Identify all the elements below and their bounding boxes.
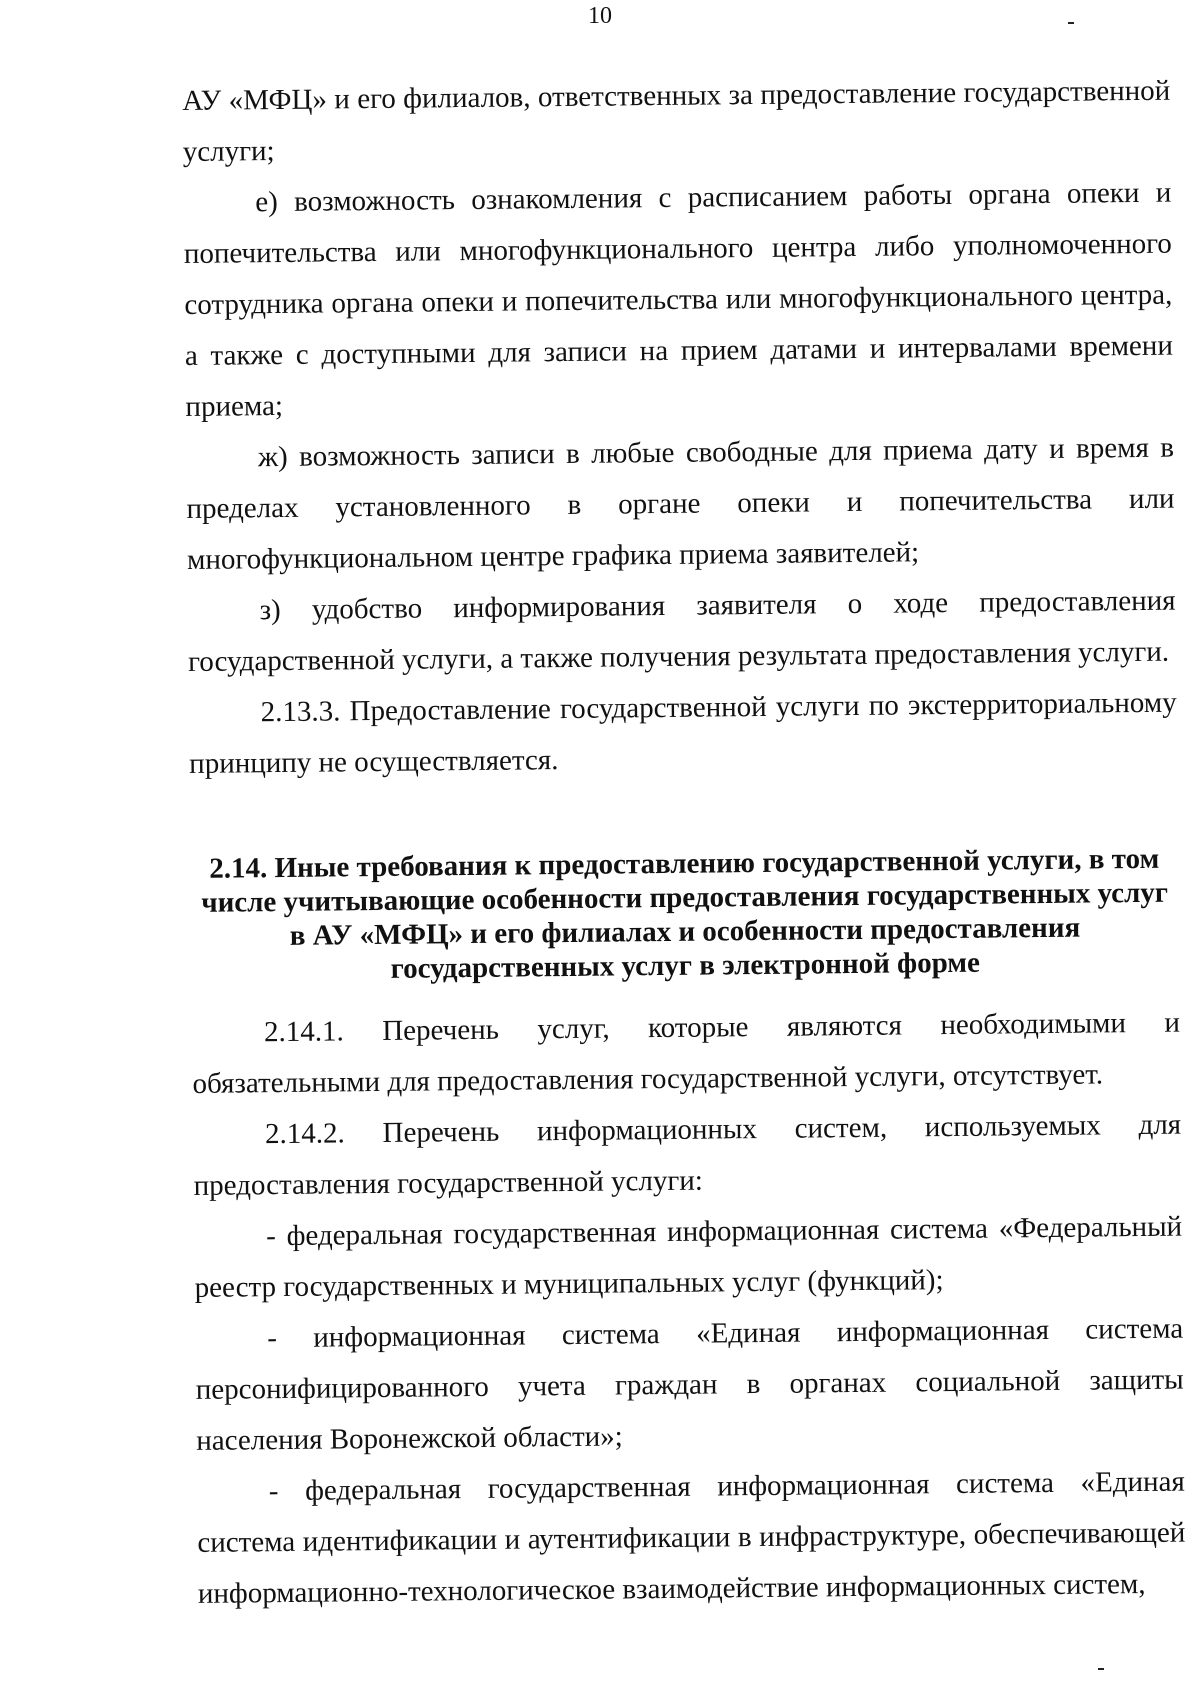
- paragraph: 2.14.2. Перечень информационных систем, используемых для предоставления государственной услуги:: [193, 1108, 1182, 1202]
- paragraph: - федеральная государственная информационная система «Федеральный реестр государственных и муниципальных услуг (функций);: [194, 1210, 1183, 1304]
- paragraph: з) удобство информирования заявителя о ходе предоставления государственной услуги, а также получения результата предоставления услуги.: [187, 584, 1176, 678]
- document-body: [182, 66, 1186, 1620]
- paragraph-group-bottom: [192, 998, 1186, 1620]
- paragraph: - информационная система «Единая информационная система персонифицированного учета граждан в органах социальной защиты населения Воронежской области»;: [195, 1312, 1184, 1457]
- paragraph: ж) возможность записи в любые свободные для приема дату и время в пределах установленного в органе опеки и попечительства или многофункциональном центре графика приема заявителей;: [186, 431, 1175, 576]
- paragraph: АУ «МФЦ» и его филиалов, ответственных за предоставление государственной услуги;: [182, 74, 1171, 168]
- paragraph: 2.14.1. Перечень услуг, которые являются необходимыми и обязательными для предоставления государственной услуги, отсутствует.: [192, 1006, 1181, 1100]
- paragraph-group-top: [182, 66, 1177, 790]
- paragraph: 2.13.3. Предоставление государственной услуги по экстерриториальному принципу не осуществляется.: [189, 686, 1177, 780]
- page-number: 10: [588, 3, 612, 29]
- scan-artifact-mark: [1098, 1668, 1104, 1670]
- paragraph: - федеральная государственная информационная система «Единая система идентификации и аутентификации в инфраструктуре, обеспечивающей информационно-технологическое взаимодействие информационных систем,: [197, 1465, 1186, 1610]
- scan-artifact-mark: [1068, 22, 1074, 24]
- section-heading: 2.14. Иные требования к предоставлению государственной услуги, в том числе учитывающие особенности предоставления государственных услуг в АУ «МФЦ» и его филиалах и особенности предоставления государственных услуг в электронной форме: [201, 842, 1169, 985]
- paragraph: е) возможность ознакомления с расписанием работы органа опеки и попечительства или многофункционального центра либо уполномоченного сотрудника органа опеки и попечительства или многофункционального центра, а также с доступными для записи на прием датами и интервалами времени приема;: [183, 176, 1174, 423]
